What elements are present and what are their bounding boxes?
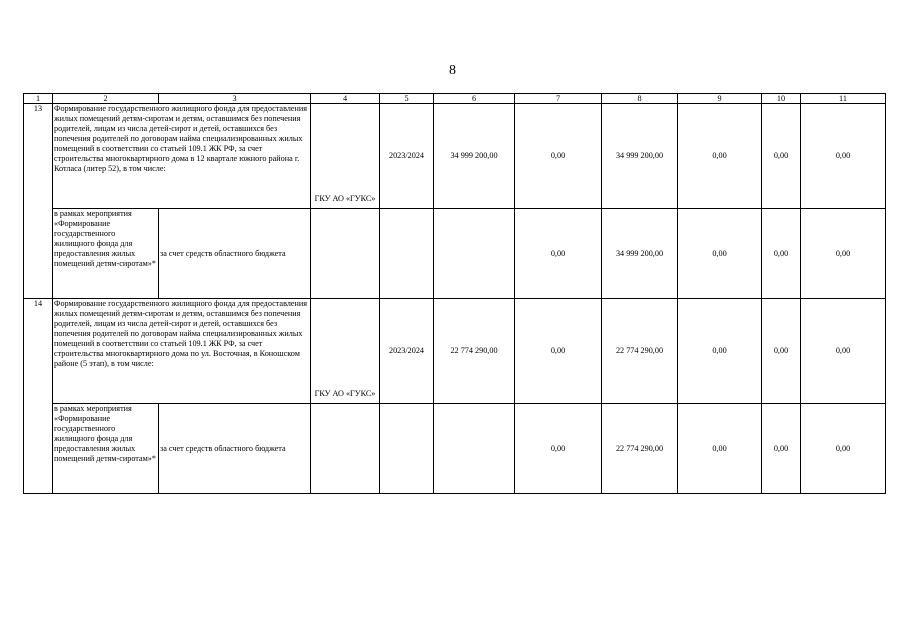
organization-name: ГКУ АО «ГУКС» bbox=[314, 194, 376, 203]
amount-total-empty bbox=[434, 404, 515, 494]
period: 2023/2024 bbox=[380, 104, 434, 209]
amount-col9: 0,00 bbox=[678, 404, 762, 494]
table-row bbox=[24, 209, 886, 299]
amount-total: 22 774 290,00 bbox=[434, 299, 515, 404]
amount-col11: 0,00 bbox=[801, 209, 886, 299]
amount-col8: 22 774 290,00 bbox=[602, 299, 678, 404]
column-number: 1 bbox=[24, 94, 53, 104]
amount-col9: 0,00 bbox=[678, 104, 762, 209]
column-number: 6 bbox=[434, 94, 515, 104]
period-empty bbox=[380, 209, 434, 299]
amount-col7: 0,00 bbox=[515, 209, 602, 299]
amount-col7: 0,00 bbox=[515, 104, 602, 209]
column-number: 8 bbox=[602, 94, 678, 104]
amount-col11: 0,00 bbox=[801, 104, 886, 209]
table-row bbox=[24, 104, 886, 209]
column-number: 3 bbox=[159, 94, 311, 104]
amount-col10: 0,00 bbox=[762, 299, 801, 404]
column-number: 10 bbox=[762, 94, 801, 104]
column-number: 9 bbox=[678, 94, 762, 104]
organization bbox=[311, 194, 380, 299]
row-number: 13 bbox=[24, 104, 53, 299]
column-number: 2 bbox=[53, 94, 159, 104]
period-empty bbox=[380, 404, 434, 494]
amount-col9: 0,00 bbox=[678, 209, 762, 299]
period: 2023/2024 bbox=[380, 299, 434, 404]
row-number: 14 bbox=[24, 299, 53, 494]
amount-col11: 0,00 bbox=[801, 404, 886, 494]
column-number: 11 bbox=[801, 94, 886, 104]
organization-top bbox=[311, 299, 380, 404]
page-number: 8 bbox=[449, 63, 456, 78]
column-number: 5 bbox=[380, 94, 434, 104]
table-row bbox=[24, 299, 886, 404]
column-number: 4 bbox=[311, 94, 380, 104]
amount-col7: 0,00 bbox=[515, 404, 602, 494]
amount-col8: 22 774 290,00 bbox=[602, 404, 678, 494]
activity-description: в рамках мероприятия «Формирование государственного жилищного фонда для предоставления жилых помещений детям-сиротам»* bbox=[53, 209, 159, 299]
amount-col7: 0,00 bbox=[515, 299, 602, 404]
budget-table bbox=[23, 93, 886, 494]
column-number-row bbox=[24, 94, 886, 104]
funding-source: за счет средств областного бюджета bbox=[159, 404, 311, 494]
funding-source: за счет средств областного бюджета bbox=[159, 209, 311, 299]
amount-total: 34 999 200,00 bbox=[434, 104, 515, 209]
amount-col10: 0,00 bbox=[762, 209, 801, 299]
item-description: Формирование государственного жилищного фонда для предоставления жилых помещений детям-сиротам и детям, оставшимся без попечения родителей, лицам из числа детей-сирот и детей, оставшихся без попечения родителей по договорам найма специализированных жилых помещений в соответствии со статьей 109.1 ЖК РФ, за счет строительства многоквартирного дома по ул. Восточная, в Коношском районе (5 этап), в том числе: bbox=[53, 299, 311, 404]
amount-col10: 0,00 bbox=[762, 404, 801, 494]
organization-name: ГКУ АО «ГУКС» bbox=[314, 389, 376, 398]
amount-col8: 34 999 200,00 bbox=[602, 209, 678, 299]
organization-top bbox=[311, 104, 380, 209]
organization bbox=[311, 389, 380, 494]
amount-col9: 0,00 bbox=[678, 299, 762, 404]
column-number: 7 bbox=[515, 94, 602, 104]
table-row bbox=[24, 404, 886, 494]
item-description: Формирование государственного жилищного фонда для предоставления жилых помещений детям-сиротам и детям, оставшимся без попечения родителей, лицам из числа детей-сирот и детей, оставшихся без попечения родителей по договорам найма специализированных жилых помещений в соответствии со статьей 109.1 ЖК РФ, за счет строительства многоквартирного дома в 12 квартале южного района г. Котласа (литер 52), в том числе: bbox=[53, 104, 311, 209]
amount-col11: 0,00 bbox=[801, 299, 886, 404]
amount-col8: 34 999 200,00 bbox=[602, 104, 678, 209]
amount-col10: 0,00 bbox=[762, 104, 801, 209]
amount-total-empty bbox=[434, 209, 515, 299]
activity-description: в рамках мероприятия «Формирование государственного жилищного фонда для предоставления жилых помещений детям-сиротам»* bbox=[53, 404, 159, 494]
